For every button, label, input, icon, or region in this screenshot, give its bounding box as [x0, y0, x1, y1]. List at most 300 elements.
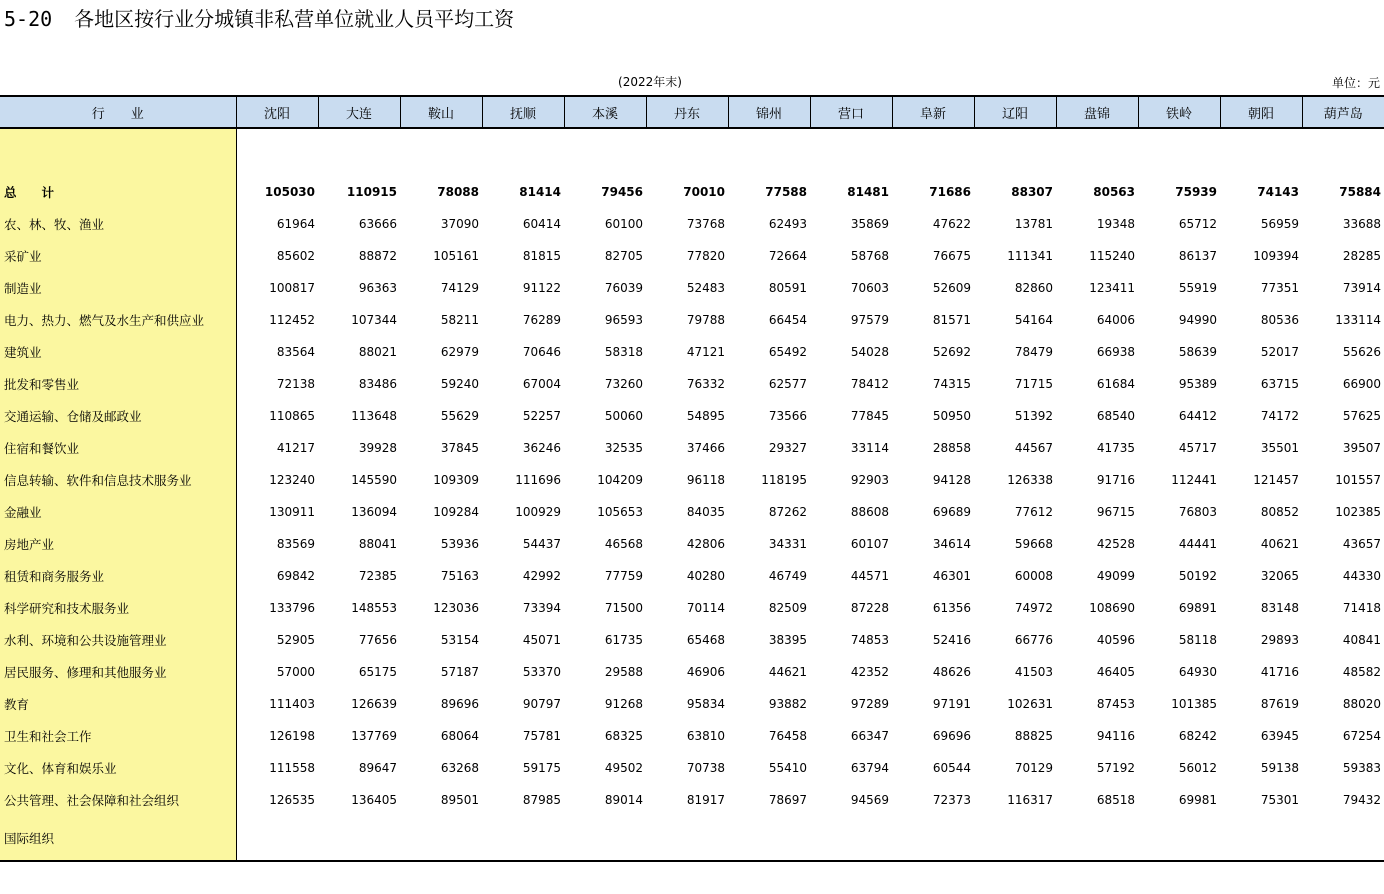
value-cell: 73394	[522, 601, 561, 615]
row-label: 批发和零售业	[0, 368, 236, 400]
value-cell: 76803	[1178, 505, 1217, 519]
value-cell: 73566	[768, 409, 807, 423]
value-cell: 37466	[686, 441, 725, 455]
value-cell: 66776	[1014, 633, 1053, 647]
value-cell: 105653	[597, 505, 643, 519]
value-cell: 34614	[932, 537, 971, 551]
header-city: 大连	[318, 96, 400, 128]
value-cell: 111403	[269, 697, 315, 711]
value-cell: 54437	[522, 537, 561, 551]
value-cell: 41217	[276, 441, 315, 455]
value-cell	[892, 816, 974, 861]
title-text: 各地区按行业分城镇非私营单位就业人员平均工资	[74, 7, 515, 31]
row-label: 制造业	[0, 272, 236, 304]
table-row	[0, 560, 1384, 592]
header-city: 锦州	[728, 96, 810, 128]
value-cell: 58211	[440, 313, 479, 327]
value-cell: 78412	[850, 377, 889, 391]
table-row	[0, 336, 1384, 368]
value-cell: 87985	[522, 793, 561, 807]
value-cell: 52609	[932, 281, 971, 295]
value-cell: 32065	[1260, 569, 1299, 583]
value-cell: 40280	[686, 569, 725, 583]
value-cell: 62577	[768, 377, 807, 391]
value-cell: 42528	[1096, 537, 1135, 551]
value-cell: 77351	[1260, 281, 1299, 295]
value-cell: 64930	[1178, 665, 1217, 679]
value-cell: 100817	[269, 281, 315, 295]
value-cell: 55919	[1178, 281, 1217, 295]
table-row	[0, 496, 1384, 528]
value-cell: 55410	[768, 761, 807, 775]
value-cell: 68518	[1096, 793, 1135, 807]
value-cell	[482, 816, 564, 861]
value-cell: 71500	[604, 601, 643, 615]
value-cell: 54164	[1014, 313, 1053, 327]
value-cell: 105030	[264, 185, 315, 199]
value-cell: 42992	[522, 569, 561, 583]
unit-note: 单位：元	[1331, 76, 1380, 90]
table-row	[0, 528, 1384, 560]
row-label: 水利、环境和公共设施管理业	[0, 624, 236, 656]
value-cell: 73914	[1342, 281, 1381, 295]
value-cell: 70738	[686, 761, 725, 775]
value-cell: 105161	[433, 249, 479, 263]
table-row	[0, 784, 1384, 816]
table-row	[0, 304, 1384, 336]
value-cell: 88020	[1342, 697, 1381, 711]
value-cell: 148553	[351, 601, 397, 615]
value-cell: 46568	[604, 537, 643, 551]
value-cell: 38395	[768, 633, 807, 647]
value-cell: 111341	[1007, 249, 1053, 263]
value-cell: 47121	[686, 345, 725, 359]
value-cell: 36246	[522, 441, 561, 455]
table-row	[0, 432, 1384, 464]
value-cell: 118195	[761, 473, 807, 487]
header-industry: 行 业	[0, 96, 236, 128]
row-label: 住宿和餐饮业	[0, 432, 236, 464]
value-cell: 44571	[850, 569, 889, 583]
value-cell: 94990	[1178, 313, 1217, 327]
value-cell: 68540	[1096, 409, 1135, 423]
value-cell: 87619	[1260, 697, 1299, 711]
value-cell: 35501	[1260, 441, 1299, 455]
value-cell: 82860	[1014, 281, 1053, 295]
header-city: 丹东	[646, 96, 728, 128]
value-cell	[400, 816, 482, 861]
value-cell: 109309	[433, 473, 479, 487]
value-cell: 59668	[1014, 537, 1053, 551]
value-cell: 48582	[1342, 665, 1381, 679]
value-cell: 68242	[1178, 729, 1217, 743]
value-cell	[1138, 816, 1220, 861]
value-cell: 89647	[358, 761, 397, 775]
value-cell: 94128	[932, 473, 971, 487]
value-cell: 75781	[522, 729, 561, 743]
value-cell: 109284	[433, 505, 479, 519]
value-cell: 81815	[522, 249, 561, 263]
value-cell: 88825	[1014, 729, 1053, 743]
value-cell: 65712	[1178, 217, 1217, 231]
value-cell: 33114	[850, 441, 889, 455]
value-cell: 74172	[1260, 409, 1299, 423]
value-cell: 72385	[358, 569, 397, 583]
table-row	[0, 656, 1384, 688]
value-cell: 123036	[433, 601, 479, 615]
value-cell: 97289	[850, 697, 889, 711]
value-cell: 63794	[850, 761, 889, 775]
value-cell: 102631	[1007, 697, 1053, 711]
value-cell: 113648	[351, 409, 397, 423]
value-cell: 46749	[768, 569, 807, 583]
value-cell: 63666	[358, 217, 397, 231]
value-cell: 28285	[1342, 249, 1381, 263]
value-cell: 83569	[276, 537, 315, 551]
value-cell: 74129	[440, 281, 479, 295]
value-cell	[646, 816, 728, 861]
value-cell: 109394	[1253, 249, 1299, 263]
value-cell: 87262	[768, 505, 807, 519]
value-cell: 79456	[601, 185, 643, 199]
value-cell: 49502	[604, 761, 643, 775]
value-cell: 80536	[1260, 313, 1299, 327]
row-label: 租赁和商务服务业	[0, 560, 236, 592]
value-cell: 94116	[1096, 729, 1135, 743]
value-cell	[728, 816, 810, 861]
value-cell	[1220, 816, 1302, 861]
value-cell: 71715	[1014, 377, 1053, 391]
value-cell: 78088	[437, 185, 479, 199]
value-cell: 78479	[1014, 345, 1053, 359]
table-row	[0, 464, 1384, 496]
row-label: 居民服务、修理和其他服务业	[0, 656, 236, 688]
value-cell: 75884	[1339, 185, 1381, 199]
value-cell: 74972	[1014, 601, 1053, 615]
value-cell: 121457	[1253, 473, 1299, 487]
value-cell: 41735	[1096, 441, 1135, 455]
value-cell: 75301	[1260, 793, 1299, 807]
value-cell: 40621	[1260, 537, 1299, 551]
value-cell: 44567	[1014, 441, 1053, 455]
value-cell: 96118	[686, 473, 725, 487]
value-cell: 69696	[932, 729, 971, 743]
wage-table	[0, 95, 1384, 862]
value-cell: 55629	[440, 409, 479, 423]
value-cell: 44621	[768, 665, 807, 679]
value-cell: 59138	[1260, 761, 1299, 775]
value-cell: 92903	[850, 473, 889, 487]
value-cell: 126535	[269, 793, 315, 807]
value-cell: 95389	[1178, 377, 1217, 391]
value-cell	[564, 816, 646, 861]
value-cell: 101385	[1171, 697, 1217, 711]
value-cell: 66454	[768, 313, 807, 327]
value-cell: 123411	[1089, 281, 1135, 295]
value-cell: 93882	[768, 697, 807, 711]
value-cell: 81481	[847, 185, 889, 199]
value-cell: 79432	[1342, 793, 1381, 807]
value-cell: 65175	[358, 665, 397, 679]
title-number: 5-20	[4, 7, 53, 31]
value-cell: 62979	[440, 345, 479, 359]
value-cell: 97191	[932, 697, 971, 711]
value-cell: 115240	[1089, 249, 1135, 263]
row-label: 文化、体育和娱乐业	[0, 752, 236, 784]
value-cell: 91122	[522, 281, 561, 295]
value-cell: 73260	[604, 377, 643, 391]
value-cell: 87228	[850, 601, 889, 615]
value-cell: 88021	[358, 345, 397, 359]
value-cell: 91268	[604, 697, 643, 711]
value-cell: 40596	[1096, 633, 1135, 647]
value-cell: 51392	[1014, 409, 1053, 423]
value-cell: 57187	[440, 665, 479, 679]
value-cell: 81917	[686, 793, 725, 807]
row-label: 教育	[0, 688, 236, 720]
value-cell: 73768	[686, 217, 725, 231]
value-cell: 57625	[1342, 409, 1381, 423]
value-cell: 116317	[1007, 793, 1053, 807]
value-cell: 60414	[522, 217, 561, 231]
value-cell: 102385	[1335, 505, 1381, 519]
value-cell: 57000	[276, 665, 315, 679]
value-cell: 33688	[1342, 217, 1381, 231]
value-cell: 60544	[932, 761, 971, 775]
header-city: 铁岭	[1138, 96, 1220, 128]
value-cell: 104209	[597, 473, 643, 487]
value-cell: 58768	[850, 249, 889, 263]
value-cell: 80852	[1260, 505, 1299, 519]
value-cell: 88872	[358, 249, 397, 263]
value-cell: 56012	[1178, 761, 1217, 775]
value-cell: 61356	[932, 601, 971, 615]
value-cell: 111696	[515, 473, 561, 487]
table-row	[0, 592, 1384, 624]
value-cell: 68064	[440, 729, 479, 743]
value-cell: 81414	[519, 185, 561, 199]
value-cell: 82705	[604, 249, 643, 263]
value-cell: 52257	[522, 409, 561, 423]
value-cell: 74143	[1257, 185, 1299, 199]
spacer-row	[0, 128, 1384, 176]
value-cell: 88041	[358, 537, 397, 551]
row-label: 金融业	[0, 496, 236, 528]
value-cell: 74853	[850, 633, 889, 647]
value-cell: 97579	[850, 313, 889, 327]
value-cell: 108690	[1089, 601, 1135, 615]
value-cell: 86137	[1178, 249, 1217, 263]
value-cell: 76289	[522, 313, 561, 327]
table-row	[0, 272, 1384, 304]
value-cell: 72373	[932, 793, 971, 807]
value-cell: 29327	[768, 441, 807, 455]
header-city: 本溪	[564, 96, 646, 128]
value-cell: 96363	[358, 281, 397, 295]
value-cell: 78697	[768, 793, 807, 807]
value-cell: 45717	[1178, 441, 1217, 455]
value-cell: 29893	[1260, 633, 1299, 647]
value-cell: 81571	[932, 313, 971, 327]
value-cell: 77820	[686, 249, 725, 263]
value-cell: 63715	[1260, 377, 1299, 391]
value-cell: 52905	[276, 633, 315, 647]
value-cell: 69981	[1178, 793, 1217, 807]
value-cell: 100929	[515, 505, 561, 519]
value-cell: 49099	[1096, 569, 1135, 583]
value-cell: 61964	[276, 217, 315, 231]
value-cell: 70603	[850, 281, 889, 295]
value-cell: 89014	[604, 793, 643, 807]
value-cell: 126198	[269, 729, 315, 743]
value-cell: 101557	[1335, 473, 1381, 487]
value-cell: 65492	[768, 345, 807, 359]
value-cell: 60008	[1014, 569, 1053, 583]
value-cell: 60107	[850, 537, 889, 551]
value-cell: 80563	[1093, 185, 1135, 199]
value-cell: 59383	[1342, 761, 1381, 775]
value-cell: 71686	[929, 185, 971, 199]
row-label: 卫生和社会工作	[0, 720, 236, 752]
value-cell: 110865	[269, 409, 315, 423]
value-cell: 53936	[440, 537, 479, 551]
value-cell: 60100	[604, 217, 643, 231]
value-cell: 68325	[604, 729, 643, 743]
value-cell: 13781	[1014, 217, 1053, 231]
value-cell: 80591	[768, 281, 807, 295]
value-cell: 71418	[1342, 601, 1381, 615]
value-cell: 67004	[522, 377, 561, 391]
header-city: 盘锦	[1056, 96, 1138, 128]
value-cell	[1056, 816, 1138, 861]
table-row	[0, 816, 1384, 861]
value-cell: 58118	[1178, 633, 1217, 647]
row-label: 采矿业	[0, 240, 236, 272]
value-cell: 66938	[1096, 345, 1135, 359]
value-cell: 133114	[1335, 313, 1381, 327]
value-cell: 136094	[351, 505, 397, 519]
value-cell	[318, 816, 400, 861]
value-cell: 69891	[1178, 601, 1217, 615]
row-label: 信息转输、软件和信息技术服务业	[0, 464, 236, 496]
value-cell: 28858	[932, 441, 971, 455]
value-cell: 76332	[686, 377, 725, 391]
value-cell: 54895	[686, 409, 725, 423]
value-cell: 69689	[932, 505, 971, 519]
table-row	[0, 400, 1384, 432]
value-cell: 54028	[850, 345, 889, 359]
value-cell: 75939	[1175, 185, 1217, 199]
row-label: 农、林、牧、渔业	[0, 208, 236, 240]
value-cell	[236, 816, 318, 861]
value-cell: 62493	[768, 217, 807, 231]
table-row	[0, 688, 1384, 720]
value-cell: 72664	[768, 249, 807, 263]
value-cell: 63268	[440, 761, 479, 775]
value-cell: 29588	[604, 665, 643, 679]
value-cell: 70010	[683, 185, 725, 199]
row-label: 建筑业	[0, 336, 236, 368]
table-row	[0, 240, 1384, 272]
value-cell: 42806	[686, 537, 725, 551]
value-cell: 34331	[768, 537, 807, 551]
value-cell: 123240	[269, 473, 315, 487]
row-label: 公共管理、社会保障和社会组织	[0, 784, 236, 816]
value-cell: 64006	[1096, 313, 1135, 327]
value-cell: 112441	[1171, 473, 1217, 487]
value-cell: 82509	[768, 601, 807, 615]
value-cell: 88307	[1011, 185, 1053, 199]
value-cell: 90797	[522, 697, 561, 711]
value-cell: 35869	[850, 217, 889, 231]
value-cell: 136405	[351, 793, 397, 807]
value-cell: 126338	[1007, 473, 1053, 487]
spacer-cell	[0, 128, 236, 176]
row-label: 电力、热力、燃气及水生产和供应业	[0, 304, 236, 336]
value-cell: 70646	[522, 345, 561, 359]
value-cell: 52483	[686, 281, 725, 295]
header-city: 阜新	[892, 96, 974, 128]
value-cell: 66900	[1342, 377, 1381, 391]
spacer-cell	[236, 128, 1384, 176]
header-city: 营口	[810, 96, 892, 128]
header-city: 葫芦岛	[1302, 96, 1384, 128]
value-cell: 41716	[1260, 665, 1299, 679]
table-row	[0, 208, 1384, 240]
value-cell: 50192	[1178, 569, 1217, 583]
value-cell: 32535	[604, 441, 643, 455]
value-cell	[1302, 816, 1384, 861]
value-cell: 85602	[276, 249, 315, 263]
row-label: 科学研究和技术服务业	[0, 592, 236, 624]
value-cell: 67254	[1342, 729, 1381, 743]
value-cell: 48626	[932, 665, 971, 679]
table-row	[0, 720, 1384, 752]
value-cell: 72138	[276, 377, 315, 391]
value-cell: 56959	[1260, 217, 1299, 231]
value-cell: 76039	[604, 281, 643, 295]
header-city: 辽阳	[974, 96, 1056, 128]
header-city: 朝阳	[1220, 96, 1302, 128]
value-cell: 58639	[1178, 345, 1217, 359]
value-cell: 145590	[351, 473, 397, 487]
value-cell: 137769	[351, 729, 397, 743]
value-cell: 89696	[440, 697, 479, 711]
value-cell: 77759	[604, 569, 643, 583]
value-cell: 61735	[604, 633, 643, 647]
value-cell: 133796	[269, 601, 315, 615]
value-cell: 57192	[1096, 761, 1135, 775]
value-cell: 50950	[932, 409, 971, 423]
value-cell: 77612	[1014, 505, 1053, 519]
value-cell: 43657	[1342, 537, 1381, 551]
value-cell: 46301	[932, 569, 971, 583]
value-cell: 52416	[932, 633, 971, 647]
value-cell: 88608	[850, 505, 889, 519]
value-cell: 74315	[932, 377, 971, 391]
value-cell: 46906	[686, 665, 725, 679]
value-cell: 77656	[358, 633, 397, 647]
value-cell: 76675	[932, 249, 971, 263]
value-cell: 47622	[932, 217, 971, 231]
row-label: 总 计	[0, 176, 236, 208]
header-row	[0, 96, 1384, 128]
value-cell: 107344	[351, 313, 397, 327]
table-row	[0, 368, 1384, 400]
value-cell: 44441	[1178, 537, 1217, 551]
header-city: 抚顺	[482, 96, 564, 128]
value-cell: 41503	[1014, 665, 1053, 679]
